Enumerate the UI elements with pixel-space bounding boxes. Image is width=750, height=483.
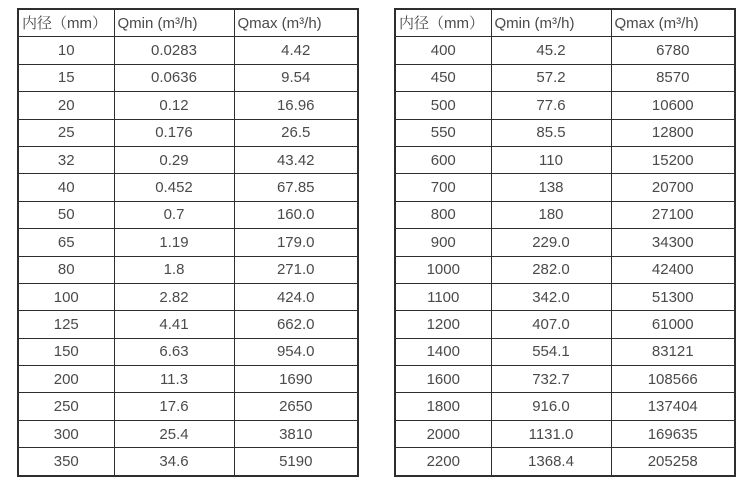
table-row <box>395 64 735 91</box>
table-row <box>18 201 358 228</box>
column-header: Qmax (m³/h) <box>234 9 358 37</box>
table-cell: 282.0 <box>491 256 611 283</box>
table-cell: 61000 <box>611 311 735 338</box>
table-cell: 2650 <box>234 393 358 420</box>
table-cell: 1400 <box>395 338 491 365</box>
table-cell: 20700 <box>611 174 735 201</box>
table-row <box>395 146 735 173</box>
table-cell: 25.4 <box>114 420 234 447</box>
table-cell: 1200 <box>395 311 491 338</box>
table-cell: 5190 <box>234 448 358 476</box>
table-cell: 300 <box>18 420 114 447</box>
table-cell: 57.2 <box>491 64 611 91</box>
table-cell: 110 <box>491 146 611 173</box>
table-cell: 17.6 <box>114 393 234 420</box>
table-cell: 0.176 <box>114 119 234 146</box>
table-cell: 50 <box>18 201 114 228</box>
column-header: Qmin (m³/h) <box>114 9 234 37</box>
table-cell: 271.0 <box>234 256 358 283</box>
table-cell: 250 <box>18 393 114 420</box>
table-cell: 554.1 <box>491 338 611 365</box>
table-cell: 0.12 <box>114 92 234 119</box>
table-cell: 0.29 <box>114 146 234 173</box>
table-cell: 1000 <box>395 256 491 283</box>
table-row <box>18 256 358 283</box>
table-cell: 11.3 <box>114 366 234 393</box>
header-row <box>18 9 358 37</box>
table-cell: 26.5 <box>234 119 358 146</box>
table-row <box>395 119 735 146</box>
table-cell: 6.63 <box>114 338 234 365</box>
table-cell: 2200 <box>395 448 491 476</box>
table-row <box>395 229 735 256</box>
table-cell: 424.0 <box>234 283 358 310</box>
table-cell: 9.54 <box>234 64 358 91</box>
table-row <box>18 448 358 476</box>
table-cell: 2000 <box>395 420 491 447</box>
table-cell: 179.0 <box>234 229 358 256</box>
table-cell: 137404 <box>611 393 735 420</box>
table-cell: 2.82 <box>114 283 234 310</box>
column-header: Qmin (m³/h) <box>491 9 611 37</box>
table-row <box>18 283 358 310</box>
table-cell: 83121 <box>611 338 735 365</box>
table-cell: 1800 <box>395 393 491 420</box>
header-row <box>395 9 735 37</box>
table-cell: 51300 <box>611 283 735 310</box>
table-row <box>395 92 735 119</box>
table-cell: 42400 <box>611 256 735 283</box>
table-row <box>18 64 358 91</box>
table-row <box>395 256 735 283</box>
table-cell: 4.41 <box>114 311 234 338</box>
column-header: 内径（mm） <box>395 9 491 37</box>
table-cell: 169635 <box>611 420 735 447</box>
table-cell: 500 <box>395 92 491 119</box>
table-row <box>395 311 735 338</box>
table-cell: 350 <box>18 448 114 476</box>
table-row <box>395 37 735 64</box>
table-cell: 205258 <box>611 448 735 476</box>
table-cell: 10 <box>18 37 114 64</box>
table-cell: 16.96 <box>234 92 358 119</box>
table-cell: 0.7 <box>114 201 234 228</box>
table-row <box>395 393 735 420</box>
table-cell: 138 <box>491 174 611 201</box>
column-header: Qmax (m³/h) <box>611 9 735 37</box>
table-cell: 900 <box>395 229 491 256</box>
table-cell: 65 <box>18 229 114 256</box>
table-cell: 1131.0 <box>491 420 611 447</box>
table-cell: 67.85 <box>234 174 358 201</box>
table-cell: 732.7 <box>491 366 611 393</box>
table-cell: 8570 <box>611 64 735 91</box>
table-row <box>18 420 358 447</box>
table-cell: 550 <box>395 119 491 146</box>
table-cell: 25 <box>18 119 114 146</box>
table-row <box>395 201 735 228</box>
table-row <box>18 92 358 119</box>
table-cell: 3810 <box>234 420 358 447</box>
table-row <box>18 37 358 64</box>
table-cell: 32 <box>18 146 114 173</box>
table-row <box>18 338 358 365</box>
table-cell: 43.42 <box>234 146 358 173</box>
table-cell: 342.0 <box>491 283 611 310</box>
column-header: 内径（mm） <box>18 9 114 37</box>
table-cell: 0.0636 <box>114 64 234 91</box>
table-cell: 1690 <box>234 366 358 393</box>
table-cell: 180 <box>491 201 611 228</box>
table-cell: 160.0 <box>234 201 358 228</box>
table-cell: 85.5 <box>491 119 611 146</box>
table-cell: 4.42 <box>234 37 358 64</box>
table-cell: 662.0 <box>234 311 358 338</box>
table-cell: 34300 <box>611 229 735 256</box>
table-cell: 77.6 <box>491 92 611 119</box>
table-row <box>395 338 735 365</box>
table-cell: 34.6 <box>114 448 234 476</box>
table-cell: 100 <box>18 283 114 310</box>
table-cell: 916.0 <box>491 393 611 420</box>
table-cell: 450 <box>395 64 491 91</box>
table-row <box>18 393 358 420</box>
table-cell: 800 <box>395 201 491 228</box>
table-cell: 20 <box>18 92 114 119</box>
table-row <box>395 420 735 447</box>
table-cell: 1100 <box>395 283 491 310</box>
table-row <box>18 366 358 393</box>
table-cell: 12800 <box>611 119 735 146</box>
table-cell: 1368.4 <box>491 448 611 476</box>
table-cell: 0.0283 <box>114 37 234 64</box>
table-cell: 150 <box>18 338 114 365</box>
table-row <box>18 229 358 256</box>
table-cell: 10600 <box>611 92 735 119</box>
flow-spec-table-small-diameters <box>17 8 359 477</box>
table-cell: 15200 <box>611 146 735 173</box>
table-cell: 40 <box>18 174 114 201</box>
table-cell: 600 <box>395 146 491 173</box>
table-cell: 0.452 <box>114 174 234 201</box>
table-cell: 1600 <box>395 366 491 393</box>
table-cell: 1.19 <box>114 229 234 256</box>
table-cell: 27100 <box>611 201 735 228</box>
table-row <box>18 311 358 338</box>
table-row <box>395 366 735 393</box>
table-cell: 6780 <box>611 37 735 64</box>
table-cell: 80 <box>18 256 114 283</box>
table-row <box>18 119 358 146</box>
table-row <box>395 174 735 201</box>
table-cell: 108566 <box>611 366 735 393</box>
table-cell: 407.0 <box>491 311 611 338</box>
flow-spec-table-large-diameters <box>394 8 736 477</box>
table-row <box>18 174 358 201</box>
table-cell: 1.8 <box>114 256 234 283</box>
table-cell: 45.2 <box>491 37 611 64</box>
table-cell: 954.0 <box>234 338 358 365</box>
table-cell: 125 <box>18 311 114 338</box>
table-row <box>395 448 735 476</box>
table-cell: 700 <box>395 174 491 201</box>
table-row <box>395 283 735 310</box>
table-cell: 400 <box>395 37 491 64</box>
table-cell: 200 <box>18 366 114 393</box>
table-row <box>18 146 358 173</box>
table-cell: 15 <box>18 64 114 91</box>
table-cell: 229.0 <box>491 229 611 256</box>
